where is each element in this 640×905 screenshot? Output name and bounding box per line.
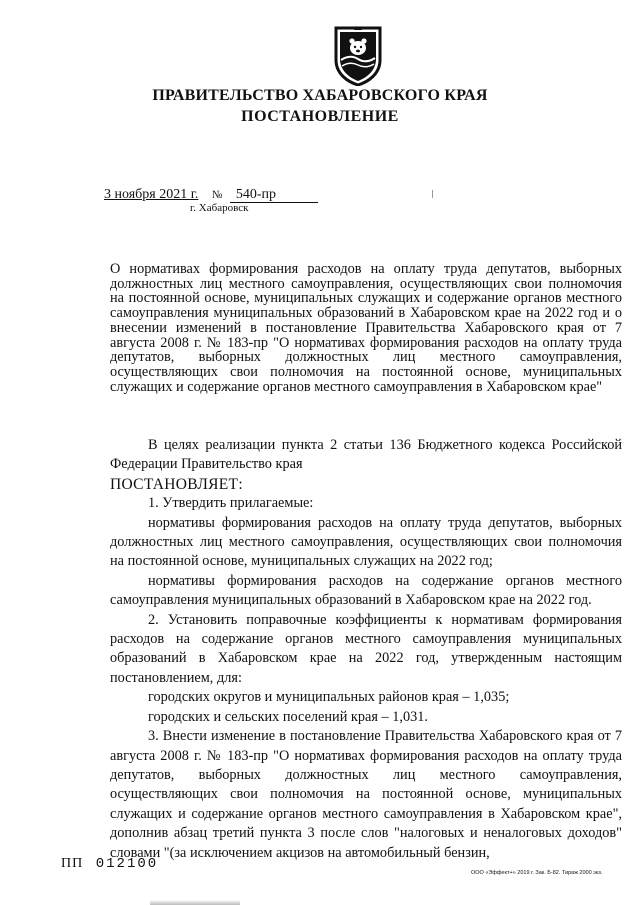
page-edge-artifact: [150, 900, 240, 905]
form-code-number: 012100: [95, 856, 159, 872]
form-code: [61, 856, 158, 872]
clause-2b: городских и сельских поселений края – 1,031.: [148, 708, 428, 725]
document-number: 540-пр: [230, 188, 318, 203]
printer-imprint: ООО «Эффект+» 2019 г. Зак. Б-82. Тираж 2000 экз.: [471, 870, 603, 876]
clause-3: 3. Внести изменение в постановление Правительства Хабаровского края от 7 августа 2008 г. № 183-пр "О нормативах формирования расходов на оплату труда депутатов, выборных должностных лиц местного самоуправления, осуществляющих свои полномочия на постоянной основе, муниципальных служащих и содержание органов местного самоуправления в Хабаровском крае", дополнив абзац третий пункта 3 после слов "налоговых и неналоговых доходов" словами "(за исключением акцизов на автомобильный бензин,: [110, 728, 622, 861]
document-type: ПОСТАНОВЛЕНИЕ: [241, 108, 399, 125]
clause-1: 1. Утвердить прилагаемые:: [148, 495, 314, 512]
decree-word: ПОСТАНОВЛЯЕТ:: [110, 475, 243, 493]
coat-of-arms-icon: [332, 24, 384, 86]
form-code-prefix: ПП: [61, 856, 84, 871]
document-title: О нормативах формирования расходов на оплату труда депутатов, выборных должностных лиц местного самоуправления, осуществляющих свои полномочия на постоянной основе, муниципальных служащих и содержание органов местного самоуправления муниципальных образований в Хабаровском крае на 2022 год и о внесении изменений в постановление Правительства Хабаровского края от 7 августа 2008 г. № 183-пр "О нормативах формирования расходов на оплату труда депутатов, выборных должностных лиц местного самоуправления, осуществляющих свои полномочия на постоянной основе, муниципальных служащих и содержание органов местного самоуправления в Хабаровском крае": [110, 261, 622, 395]
document-body: [110, 436, 622, 863]
document-city: г. Хабаровск: [190, 202, 249, 214]
clause-2a: городских округов и муниципальных районов края – 1,035;: [148, 689, 510, 706]
date-number-line: [104, 187, 318, 203]
number-label: №: [211, 189, 223, 201]
clause-1b: нормативы формирования расходов на содержание органов местного самоуправления муниципальных образований в Хабаровском крае на 2022 год.: [110, 572, 622, 609]
preamble-paragraph: В целях реализации пункта 2 статьи 136 Бюджетного кодекса Российской Федерации Правительство края: [110, 437, 622, 473]
org-title: ПРАВИТЕЛЬСТВО ХАБАРОВСКОГО КРАЯ: [152, 87, 488, 104]
document-date: 3 ноября 2021 г.: [104, 187, 199, 202]
margin-tick: [432, 190, 433, 198]
clause-1a: нормативы формирования расходов на оплату труда депутатов, выборных должностных лиц местного самоуправления, осуществляющих свои полномочия на постоянной основе, муниципальных служащих на 2022 год;: [110, 514, 622, 570]
clause-2: 2. Установить поправочные коэффициенты к нормативам формирования расходов на содержание органов местного самоуправления муниципальных образований в Хабаровском крае на 2022 год, утвержденным настоящим постановлением, для:: [110, 611, 622, 686]
